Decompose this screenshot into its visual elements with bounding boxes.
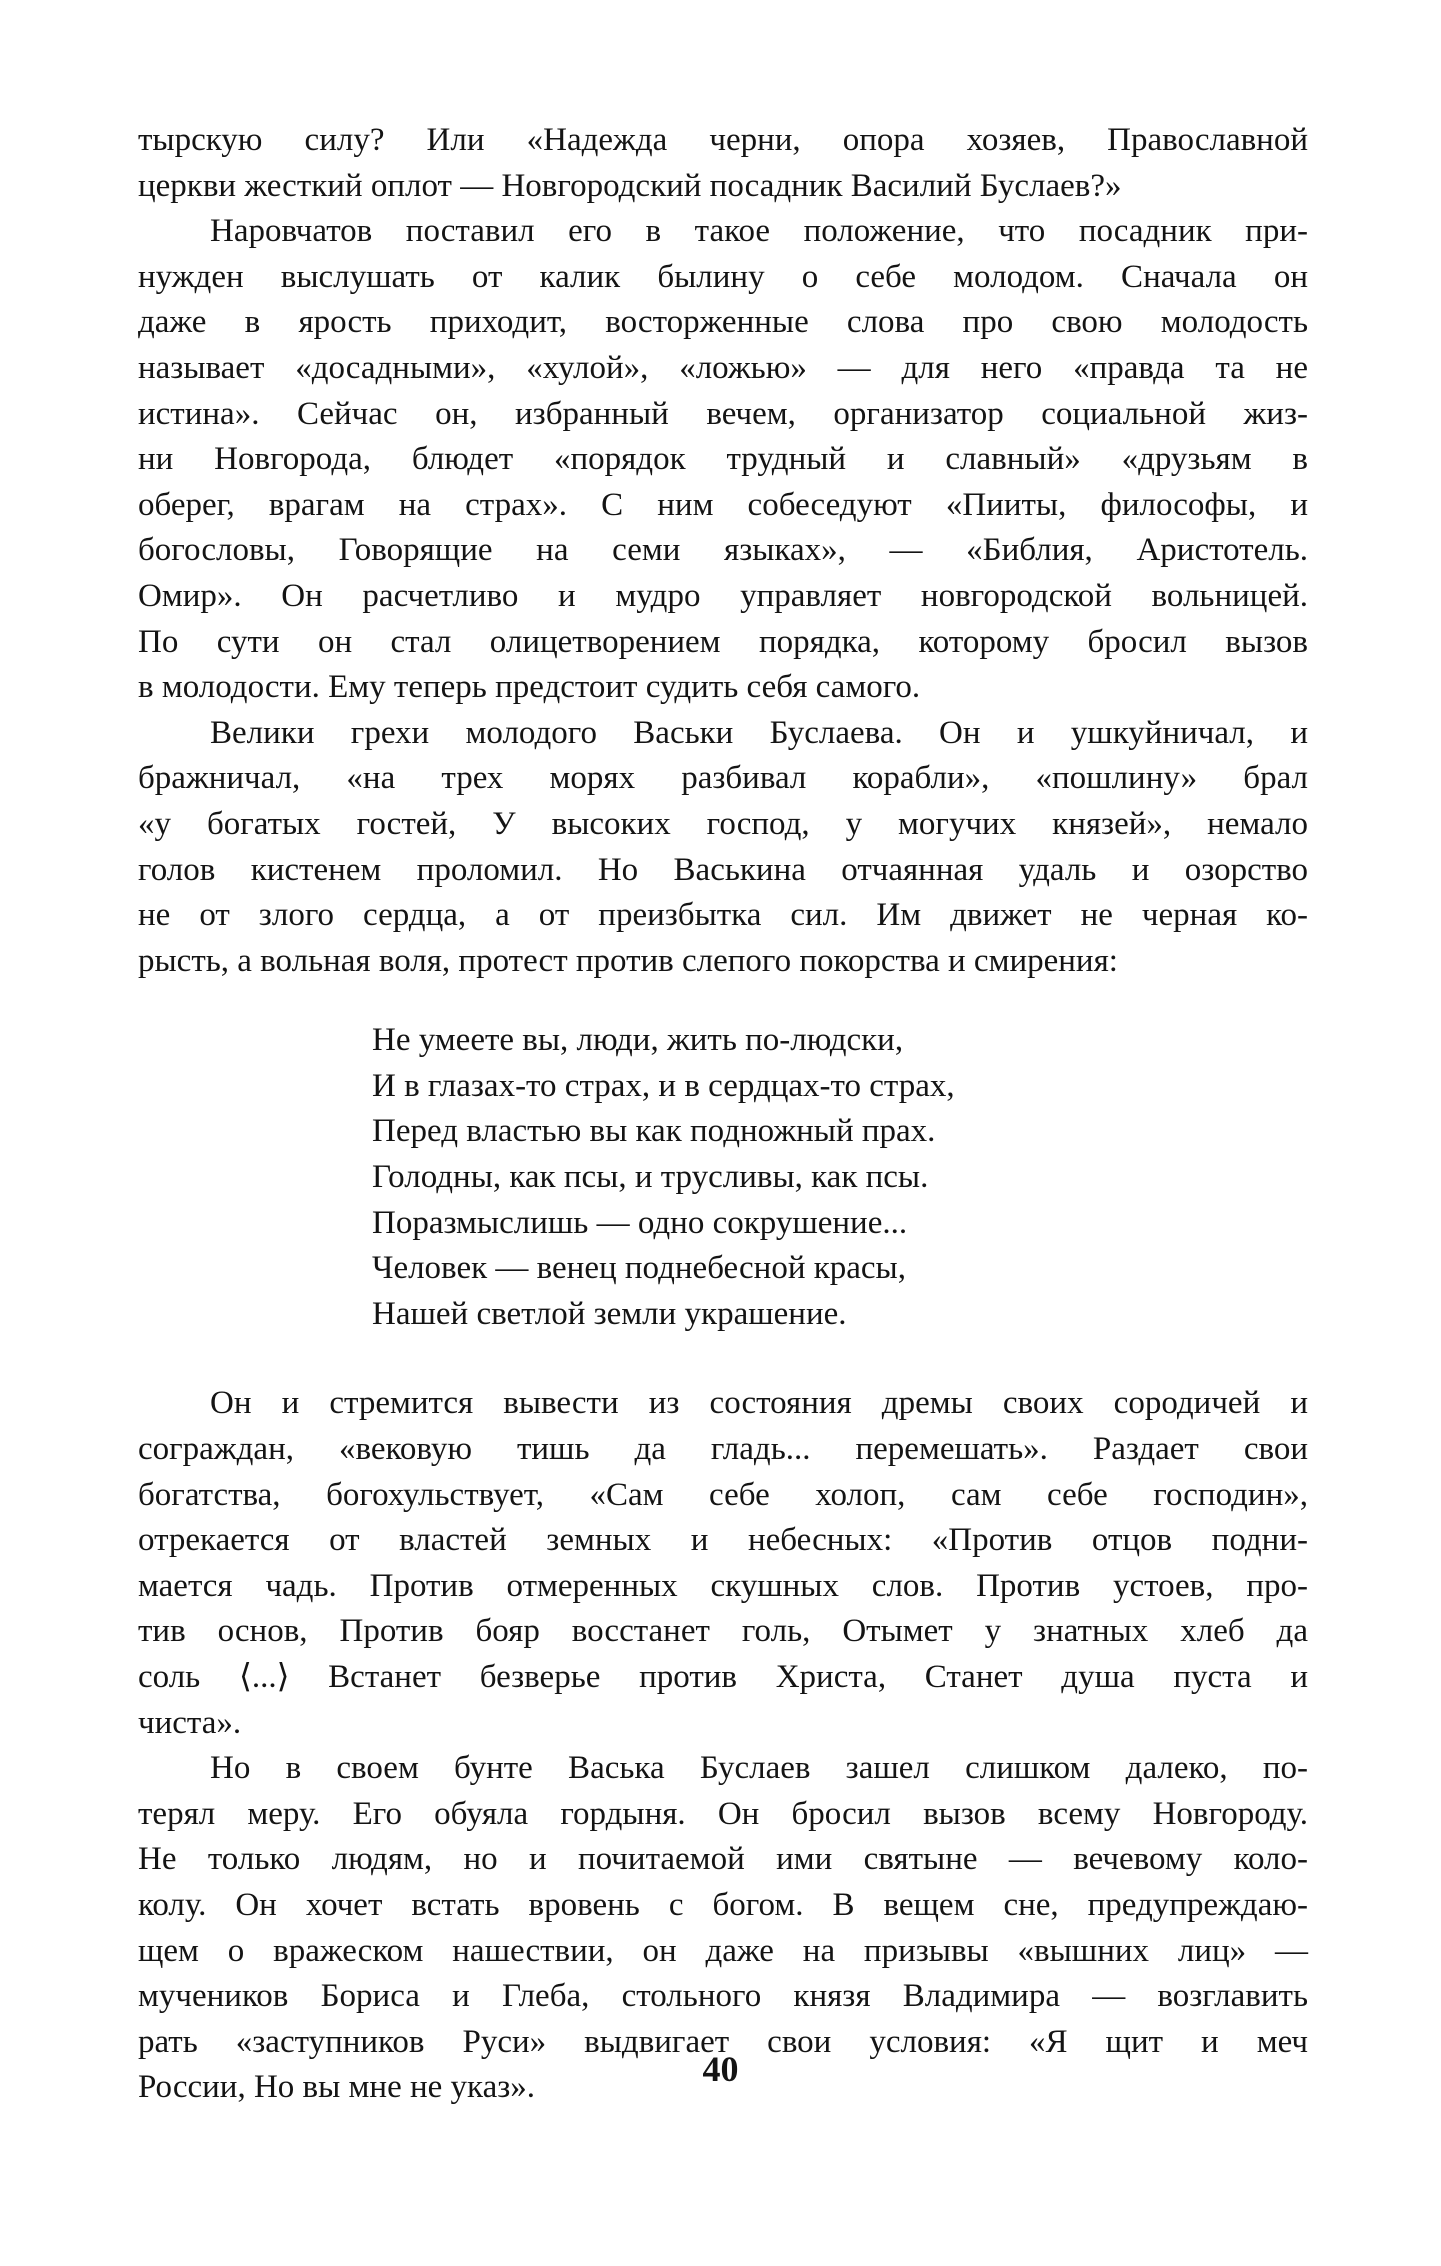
text-before-verse: [138, 118, 1308, 984]
text-line: Омир». Он расчетливо и мудро управляет новгородской вольницей.: [138, 577, 1308, 614]
verse-line: Поразмыслишь — одно сокрушение...: [372, 1204, 908, 1241]
paragraph: [138, 209, 1308, 711]
verse-line: Голодны, как псы, и трусливы, как псы.: [372, 1159, 929, 1196]
text-line: тырскую силу? Или «Надежда черни, опора хозяев, Православной: [138, 122, 1308, 158]
text-line: щем о вражеском нашествии, он даже на призывы «вышних лиц» —: [138, 1932, 1308, 1969]
verse-line: И в глазах-то страх, и в сердцах-то страх,: [372, 1067, 955, 1104]
text-line: бражничал, «на трех морях разбивал корабли», «пошлину» брал: [138, 760, 1308, 797]
text-after-verse: [138, 1381, 1308, 2111]
text-line: даже в ярость приходит, восторженные слова про свою молодость: [138, 304, 1308, 341]
text-line: Наровчатов поставил его в такое положение, что посадник при-: [210, 213, 1308, 250]
text-line: богословы, Говорящие на семи языках», — «Библия, Аристотель.: [138, 532, 1308, 569]
text-line: Велики грехи молодого Васьки Буслаева. Он и ушкуйничал, и: [210, 714, 1308, 751]
text-line: истина». Сейчас он, избранный вечем, организатор социальной жиз-: [138, 395, 1308, 432]
text-line: не от злого сердца, а от преизбытка сил. Им движет не черная ко-: [138, 897, 1308, 934]
text-line: Он и стремится вывести из состояния дремы своих сородичей и: [210, 1385, 1308, 1422]
text-line: Но в своем бунте Васька Буслаев зашел слишком далеко, по-: [210, 1750, 1308, 1787]
verse-line: Перед властью вы как подножный прах.: [372, 1113, 936, 1150]
text-line: отрекается от властей земных и небесных: «Против отцов подни-: [138, 1522, 1308, 1559]
text-line: чиста».: [138, 1704, 242, 1741]
text-line: России, Но вы мне не указ».: [138, 2069, 536, 2106]
text-line: нужден выслушать от калик былину о себе молодом. Сначала он: [138, 258, 1308, 295]
text-line: сограждан, «вековую тишь да гладь... перемешать». Раздает свои: [138, 1431, 1308, 1468]
text-line: колу. Он хочет встать вровень с богом. В вещем сне, предупреждаю-: [138, 1886, 1308, 1923]
text-line: рысть, а вольная воля, протест против слепого покорства и смирения:: [138, 942, 1118, 979]
text-line: соль ⟨...⟩ Встанет безверье против Христа, Станет душа пуста и: [138, 1659, 1308, 1695]
text-line: оберег, врагам на страх». С ним собеседуют «Пииты, философы, и: [138, 486, 1308, 523]
paragraph: [138, 711, 1308, 985]
text-line: мается чадь. Против отмеренных скушных слов. Против устоев, про-: [138, 1567, 1308, 1604]
text-line: Не только людям, но и почитаемой ими святыне — вечевому коло-: [138, 1841, 1308, 1878]
text-line: терял меру. Его обуяла гордыня. Он бросил вызов всему Новгороду.: [138, 1795, 1308, 1832]
text-line: ни Новгорода, блюдет «порядок трудный и славный» «друзьям в: [138, 441, 1308, 478]
text-line: богатства, богохульствует, «Сам себе холоп, сам себе господин»,: [138, 1476, 1308, 1513]
text-line: голов кистенем проломил. Но Васькина отчаянная удаль и озорство: [138, 851, 1308, 888]
text-line: По сути он стал олицетворением порядка, которому бросил вызов: [138, 623, 1308, 660]
text-line: мучеников Бориса и Глеба, стольного князя Владимира — возглавить: [138, 1978, 1308, 2015]
text-line: рать «заступников Руси» выдвигает свои условия: «Я щит и меч: [138, 2023, 1308, 2060]
verse-line: Не умеете вы, люди, жить по-людски,: [372, 1022, 904, 1059]
paragraph: [138, 118, 1308, 209]
text-line: называет «досадными», «хулой», «ложью» — для него «правда та не: [138, 349, 1308, 386]
verse-line: Нашей светлой земли украшение.: [372, 1295, 847, 1332]
text-line: «у богатых гостей, У высоких господ, у могучих князей», немало: [138, 805, 1308, 842]
text-line: тив основ, Против бояр восстанет голь, Отымет у знатных хлеб да: [138, 1613, 1308, 1650]
text-line: в молодости. Ему теперь предстоит судить себя самого.: [138, 669, 921, 706]
page-number: 40: [702, 2049, 739, 2089]
text-line: церкви жесткий оплот — Новгородский посадник Василий Буслаев?»: [138, 167, 1122, 204]
verse-line: Человек — венец поднебесной красы,: [372, 1250, 906, 1287]
verse-block: [372, 1018, 1308, 1337]
paragraph: [138, 1381, 1308, 1746]
page-body: [138, 118, 1308, 2111]
